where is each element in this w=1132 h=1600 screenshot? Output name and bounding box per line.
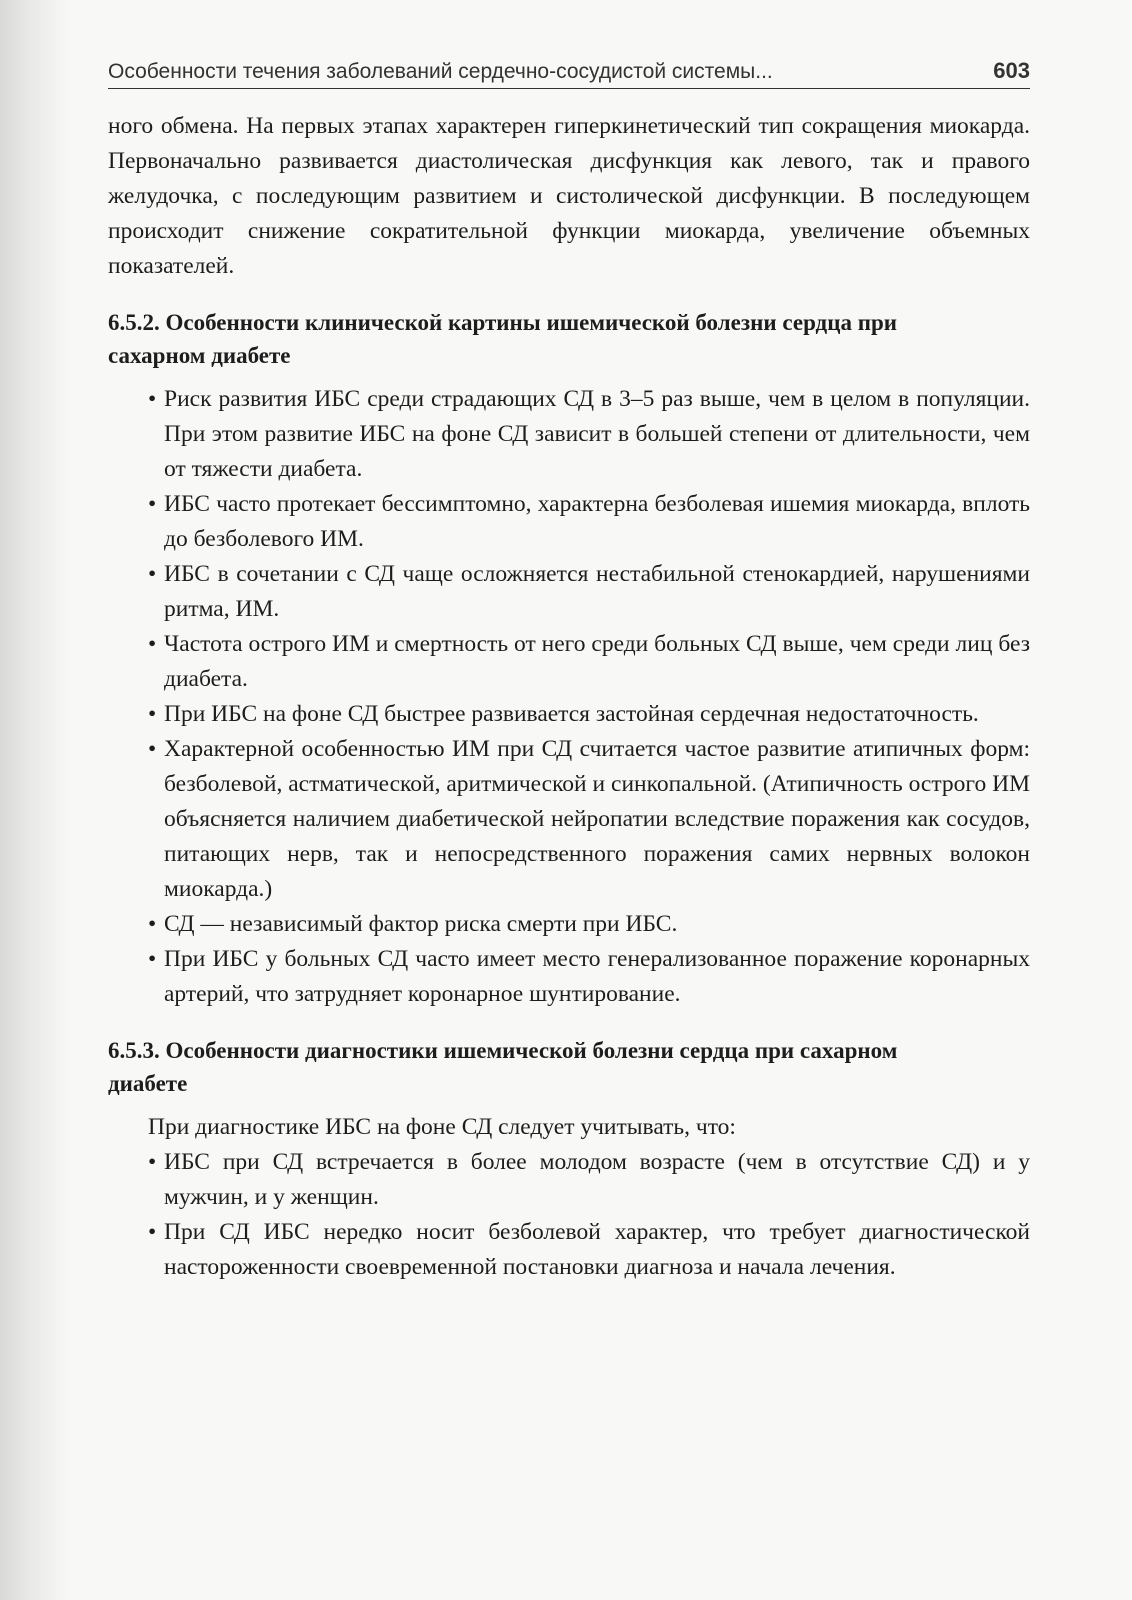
section-652-list bbox=[108, 382, 1030, 1012]
book-page bbox=[108, 58, 1030, 1285]
opening-paragraph: ного обмена. На первых этапах характерен гиперкинетический тип сокращения миокарда. Первоначально развивается диастолическая дисфункция как левого, так и правого желудочка, с последующим развитием и систолической дисфункции. В последующем происходит снижение сократительной функции миокарда, увеличение объемных показателей. bbox=[108, 113, 1030, 279]
list-item: • Характерной особенностью ИМ при СД считается частое развитие атипичных форм: безболевой, астматической, аритмической и синкопальной. (Атипичность острого ИМ объясняется наличием диабетической нейропатии вследствие поражения как сосудов, питающих нерв, так и непосредственного поражения самих нервных волокон миокарда.) bbox=[148, 732, 1030, 907]
running-header bbox=[108, 58, 1030, 89]
list-item: • ИБС при СД встречается в более молодом возрасте (чем в отсутствие СД) и у мужчин, и у женщин. bbox=[148, 1145, 1030, 1215]
list-item: • При ИБС у больных СД часто имеет место генерализованное поражение коронарных артерий, что затрудняет коронарное шунтирование. bbox=[148, 942, 1030, 1012]
list-item: • При ИБС на фоне СД быстрее развивается застойная сердечная недостаточность. bbox=[148, 697, 1030, 732]
list-item: • Частота острого ИМ и смертность от него среди больных СД выше, чем среди лиц без диабета. bbox=[148, 627, 1030, 697]
section-653-intro: При диагностике ИБС на фоне СД следует учитывать, что: bbox=[148, 1114, 736, 1140]
running-title: Особенности течения заболеваний сердечно-сосудистой системы... bbox=[108, 60, 773, 83]
section-653-list bbox=[108, 1145, 1030, 1285]
list-item: • При СД ИБС нередко носит безболевой характер, что требует диагностической настороженности своевременной постановки диагноза и начала лечения. bbox=[148, 1215, 1030, 1285]
page-number: 603 bbox=[993, 58, 1030, 83]
list-item: • СД — независимый фактор риска смерти при ИБС. bbox=[148, 907, 1030, 942]
page-spine-shadow bbox=[0, 0, 70, 1600]
list-item: • Риск развития ИБС среди страдающих СД в 3–5 раз выше, чем в целом в популяции. При этом развитие ИБС на фоне СД зависит в большей степени от длительности, чем от тяжести диабета. bbox=[148, 382, 1030, 487]
section-652-heading: 6.5.2. Особенности клинической картины ишемической болезни сердца при сахарном диабете bbox=[108, 310, 897, 368]
section-653-heading: 6.5.3. Особенности диагностики ишемической болезни сердца при сахарном диабете bbox=[108, 1038, 898, 1096]
list-item: • ИБС часто протекает бессимптомно, характерна безболевая ишемия миокарда, вплоть до безболевого ИМ. bbox=[148, 487, 1030, 557]
list-item: • ИБС в сочетании с СД чаще осложняется нестабильной стенокардией, нарушениями ритма, ИМ. bbox=[148, 557, 1030, 627]
